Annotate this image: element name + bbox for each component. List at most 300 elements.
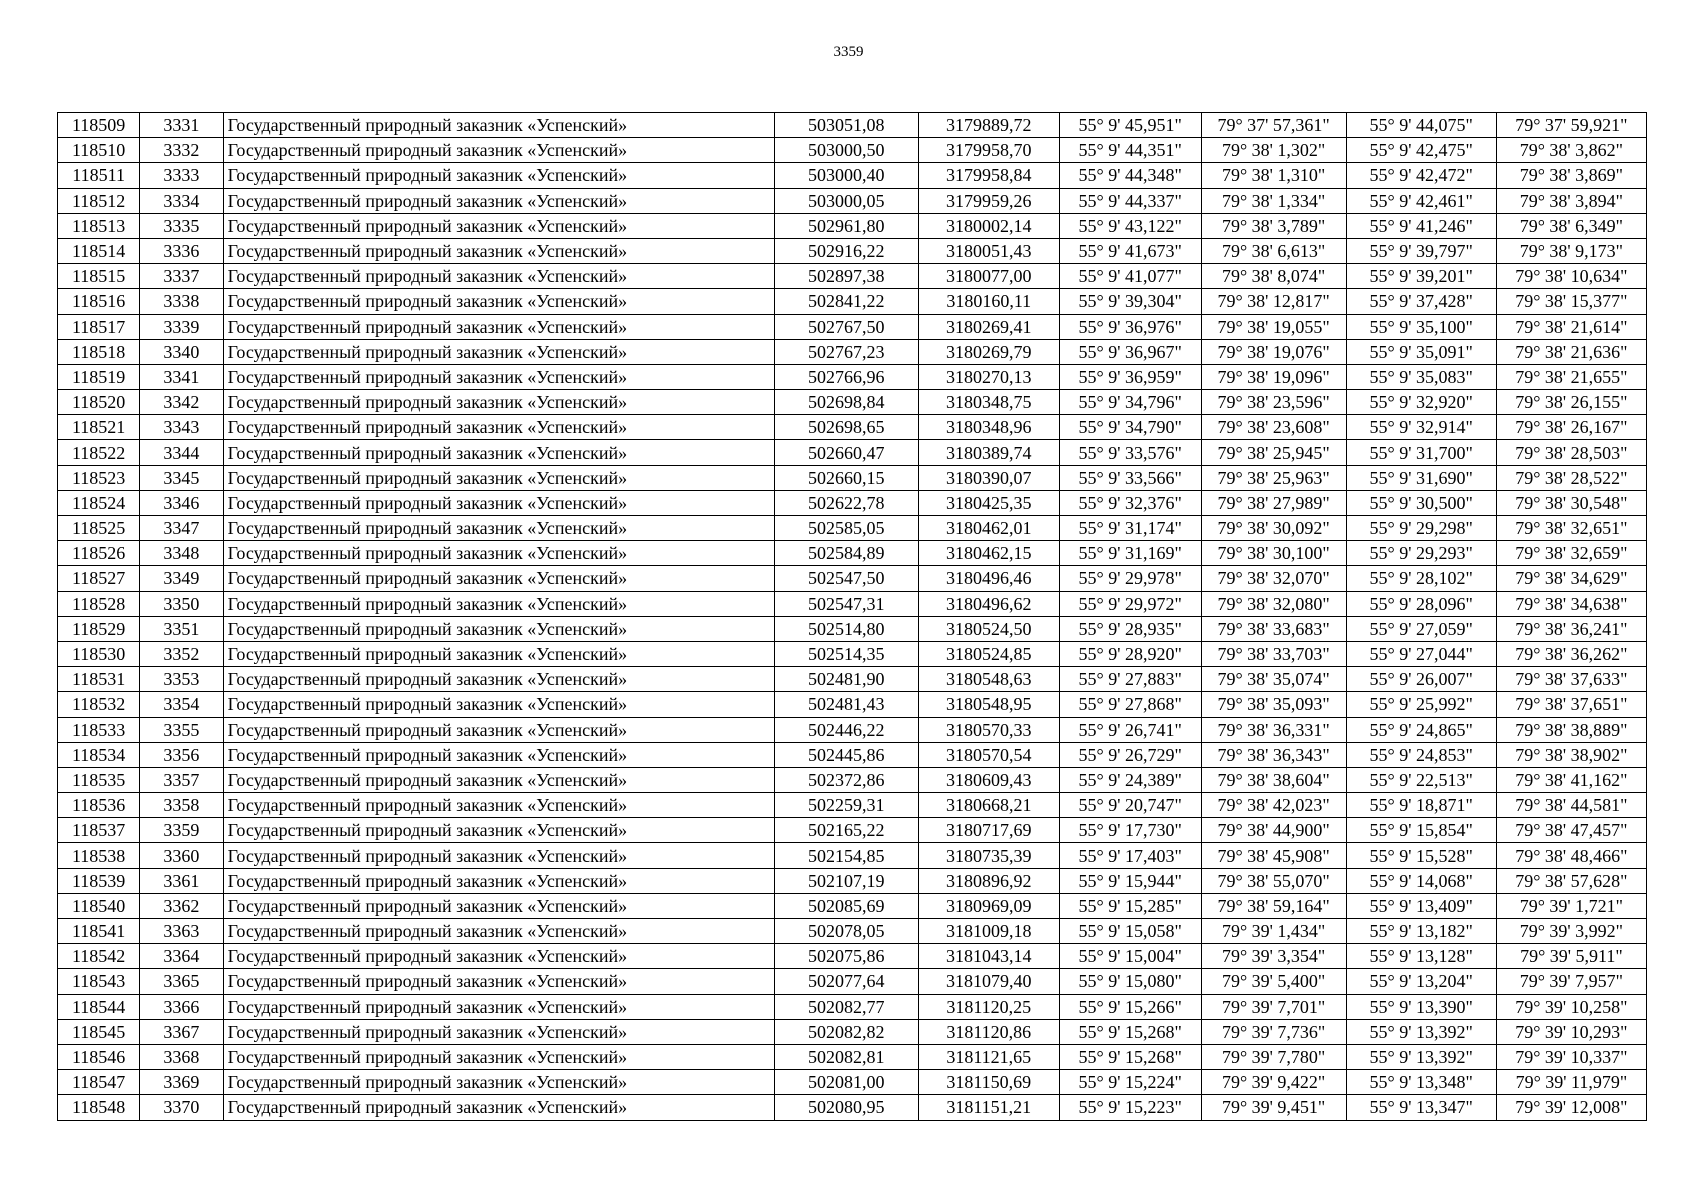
longitude-cell: 79° 39' 1,434"	[1201, 919, 1346, 944]
latitude-alt-cell: 55° 9' 35,100"	[1346, 314, 1496, 339]
x-coordinate-cell: 502547,50	[774, 566, 918, 591]
y-coordinate-cell: 3180496,46	[918, 566, 1059, 591]
y-coordinate-cell: 3181121,65	[918, 1044, 1059, 1069]
table-row	[58, 742, 1647, 767]
latitude-cell: 55° 9' 15,058"	[1059, 919, 1201, 944]
y-coordinate-cell: 3180548,63	[918, 667, 1059, 692]
longitude-cell: 79° 38' 19,055"	[1201, 314, 1346, 339]
table-row	[58, 390, 1647, 415]
latitude-cell: 55° 9' 44,348"	[1059, 163, 1201, 188]
object-name-cell: Государственный природный заказник «Успенский»	[223, 113, 774, 138]
latitude-alt-cell: 55° 9' 44,075"	[1346, 113, 1496, 138]
longitude-alt-cell: 79° 38' 21,655"	[1496, 364, 1646, 389]
object-name-cell: Государственный природный заказник «Успенский»	[223, 339, 774, 364]
y-coordinate-cell: 3180668,21	[918, 793, 1059, 818]
point-number-cell: 3333	[140, 163, 223, 188]
x-coordinate-cell: 502622,78	[774, 490, 918, 515]
latitude-cell: 55° 9' 15,268"	[1059, 1044, 1201, 1069]
y-coordinate-cell: 3179958,70	[918, 138, 1059, 163]
object-name-cell: Государственный природный заказник «Успенский»	[223, 138, 774, 163]
page-number: 3359	[833, 44, 864, 60]
table-row	[58, 541, 1647, 566]
y-coordinate-cell: 3180524,50	[918, 616, 1059, 641]
longitude-cell: 79° 38' 55,070"	[1201, 868, 1346, 893]
longitude-cell: 79° 38' 30,100"	[1201, 541, 1346, 566]
y-coordinate-cell: 3180077,00	[918, 264, 1059, 289]
longitude-alt-cell: 79° 39' 5,911"	[1496, 944, 1646, 969]
longitude-cell: 79° 38' 27,989"	[1201, 490, 1346, 515]
y-coordinate-cell: 3180570,33	[918, 717, 1059, 742]
point-number-cell: 3364	[140, 944, 223, 969]
object-name-cell: Государственный природный заказник «Успенский»	[223, 969, 774, 994]
row-id-cell: 118529	[58, 616, 140, 641]
point-number-cell: 3331	[140, 113, 223, 138]
object-name-cell: Государственный природный заказник «Успенский»	[223, 868, 774, 893]
longitude-cell: 79° 38' 33,703"	[1201, 641, 1346, 666]
table-row	[58, 566, 1647, 591]
longitude-alt-cell: 79° 38' 41,162"	[1496, 767, 1646, 792]
point-number-cell: 3337	[140, 264, 223, 289]
table-body	[58, 113, 1647, 1121]
longitude-cell: 79° 39' 3,354"	[1201, 944, 1346, 969]
longitude-cell: 79° 38' 32,080"	[1201, 591, 1346, 616]
point-number-cell: 3345	[140, 465, 223, 490]
object-name-cell: Государственный природный заказник «Успенский»	[223, 944, 774, 969]
latitude-alt-cell: 55° 9' 42,472"	[1346, 163, 1496, 188]
object-name-cell: Государственный природный заказник «Успенский»	[223, 742, 774, 767]
row-id-cell: 118515	[58, 264, 140, 289]
table-row	[58, 818, 1647, 843]
object-name-cell: Государственный природный заказник «Успенский»	[223, 163, 774, 188]
latitude-alt-cell: 55° 9' 15,854"	[1346, 818, 1496, 843]
latitude-cell: 55° 9' 31,169"	[1059, 541, 1201, 566]
longitude-cell: 79° 37' 57,361"	[1201, 113, 1346, 138]
latitude-alt-cell: 55° 9' 13,128"	[1346, 944, 1496, 969]
latitude-cell: 55° 9' 36,967"	[1059, 339, 1201, 364]
object-name-cell: Государственный природный заказник «Успенский»	[223, 994, 774, 1019]
point-number-cell: 3370	[140, 1095, 223, 1120]
y-coordinate-cell: 3180348,75	[918, 390, 1059, 415]
longitude-alt-cell: 79° 38' 37,651"	[1496, 692, 1646, 717]
latitude-alt-cell: 55° 9' 24,853"	[1346, 742, 1496, 767]
row-id-cell: 118547	[58, 1070, 140, 1095]
x-coordinate-cell: 502082,81	[774, 1044, 918, 1069]
point-number-cell: 3347	[140, 516, 223, 541]
x-coordinate-cell: 502107,19	[774, 868, 918, 893]
row-id-cell: 118527	[58, 566, 140, 591]
longitude-alt-cell: 79° 38' 26,155"	[1496, 390, 1646, 415]
latitude-alt-cell: 55° 9' 28,102"	[1346, 566, 1496, 591]
latitude-alt-cell: 55° 9' 14,068"	[1346, 868, 1496, 893]
x-coordinate-cell: 502077,64	[774, 969, 918, 994]
latitude-cell: 55° 9' 17,730"	[1059, 818, 1201, 843]
object-name-cell: Государственный природный заказник «Успенский»	[223, 188, 774, 213]
x-coordinate-cell: 502078,05	[774, 919, 918, 944]
table-row	[58, 465, 1647, 490]
x-coordinate-cell: 502841,22	[774, 289, 918, 314]
longitude-cell: 79° 39' 9,451"	[1201, 1095, 1346, 1120]
object-name-cell: Государственный природный заказник «Успенский»	[223, 1095, 774, 1120]
table-row	[58, 893, 1647, 918]
row-id-cell: 118536	[58, 793, 140, 818]
latitude-alt-cell: 55° 9' 25,992"	[1346, 692, 1496, 717]
x-coordinate-cell: 502660,15	[774, 465, 918, 490]
longitude-cell: 79° 38' 59,164"	[1201, 893, 1346, 918]
longitude-alt-cell: 79° 39' 11,979"	[1496, 1070, 1646, 1095]
object-name-cell: Государственный природный заказник «Успенский»	[223, 818, 774, 843]
latitude-alt-cell: 55° 9' 39,201"	[1346, 264, 1496, 289]
longitude-alt-cell: 79° 38' 21,614"	[1496, 314, 1646, 339]
row-id-cell: 118519	[58, 364, 140, 389]
latitude-cell: 55° 9' 36,959"	[1059, 364, 1201, 389]
point-number-cell: 3352	[140, 641, 223, 666]
table-row	[58, 793, 1647, 818]
y-coordinate-cell: 3179889,72	[918, 113, 1059, 138]
object-name-cell: Государственный природный заказник «Успенский»	[223, 717, 774, 742]
y-coordinate-cell: 3180425,35	[918, 490, 1059, 515]
row-id-cell: 118514	[58, 238, 140, 263]
row-id-cell: 118543	[58, 969, 140, 994]
row-id-cell: 118517	[58, 314, 140, 339]
table-row	[58, 969, 1647, 994]
longitude-alt-cell: 79° 38' 47,457"	[1496, 818, 1646, 843]
table-row	[58, 994, 1647, 1019]
y-coordinate-cell: 3181079,40	[918, 969, 1059, 994]
y-coordinate-cell: 3180570,54	[918, 742, 1059, 767]
latitude-cell: 55° 9' 15,944"	[1059, 868, 1201, 893]
row-id-cell: 118513	[58, 213, 140, 238]
y-coordinate-cell: 3181120,25	[918, 994, 1059, 1019]
x-coordinate-cell: 502372,86	[774, 767, 918, 792]
latitude-alt-cell: 55° 9' 39,797"	[1346, 238, 1496, 263]
row-id-cell: 118542	[58, 944, 140, 969]
longitude-cell: 79° 38' 25,963"	[1201, 465, 1346, 490]
longitude-cell: 79° 38' 6,613"	[1201, 238, 1346, 263]
row-id-cell: 118534	[58, 742, 140, 767]
latitude-cell: 55° 9' 26,729"	[1059, 742, 1201, 767]
longitude-alt-cell: 79° 38' 34,629"	[1496, 566, 1646, 591]
table-row	[58, 641, 1647, 666]
longitude-alt-cell: 79° 38' 57,628"	[1496, 868, 1646, 893]
object-name-cell: Государственный природный заказник «Успенский»	[223, 415, 774, 440]
longitude-alt-cell: 79° 38' 48,466"	[1496, 843, 1646, 868]
latitude-alt-cell: 55° 9' 42,475"	[1346, 138, 1496, 163]
object-name-cell: Государственный природный заказник «Успенский»	[223, 390, 774, 415]
row-id-cell: 118538	[58, 843, 140, 868]
longitude-cell: 79° 38' 44,900"	[1201, 818, 1346, 843]
point-number-cell: 3340	[140, 339, 223, 364]
point-number-cell: 3350	[140, 591, 223, 616]
y-coordinate-cell: 3179958,84	[918, 163, 1059, 188]
object-name-cell: Государственный природный заказник «Успенский»	[223, 238, 774, 263]
row-id-cell: 118531	[58, 667, 140, 692]
object-name-cell: Государственный природный заказник «Успенский»	[223, 893, 774, 918]
table-row	[58, 163, 1647, 188]
longitude-alt-cell: 79° 38' 36,241"	[1496, 616, 1646, 641]
table-row	[58, 591, 1647, 616]
latitude-alt-cell: 55° 9' 28,096"	[1346, 591, 1496, 616]
y-coordinate-cell: 3180969,09	[918, 893, 1059, 918]
longitude-cell: 79° 39' 7,701"	[1201, 994, 1346, 1019]
x-coordinate-cell: 502514,35	[774, 641, 918, 666]
latitude-cell: 55° 9' 41,673"	[1059, 238, 1201, 263]
point-number-cell: 3368	[140, 1044, 223, 1069]
x-coordinate-cell: 502259,31	[774, 793, 918, 818]
point-number-cell: 3353	[140, 667, 223, 692]
y-coordinate-cell: 3180462,01	[918, 516, 1059, 541]
latitude-cell: 55° 9' 43,122"	[1059, 213, 1201, 238]
point-number-cell: 3351	[140, 616, 223, 641]
object-name-cell: Государственный природный заказник «Успенский»	[223, 465, 774, 490]
y-coordinate-cell: 3180390,07	[918, 465, 1059, 490]
longitude-cell: 79° 38' 33,683"	[1201, 616, 1346, 641]
row-id-cell: 118530	[58, 641, 140, 666]
x-coordinate-cell: 502082,77	[774, 994, 918, 1019]
x-coordinate-cell: 503000,50	[774, 138, 918, 163]
latitude-alt-cell: 55° 9' 13,182"	[1346, 919, 1496, 944]
table-row	[58, 692, 1647, 717]
latitude-cell: 55° 9' 41,077"	[1059, 264, 1201, 289]
latitude-alt-cell: 55° 9' 31,700"	[1346, 440, 1496, 465]
point-number-cell: 3335	[140, 213, 223, 238]
latitude-cell: 55° 9' 34,796"	[1059, 390, 1201, 415]
longitude-cell: 79° 38' 25,945"	[1201, 440, 1346, 465]
longitude-alt-cell: 79° 38' 21,636"	[1496, 339, 1646, 364]
x-coordinate-cell: 502766,96	[774, 364, 918, 389]
latitude-cell: 55° 9' 15,224"	[1059, 1070, 1201, 1095]
latitude-cell: 55° 9' 15,004"	[1059, 944, 1201, 969]
latitude-alt-cell: 55° 9' 32,920"	[1346, 390, 1496, 415]
y-coordinate-cell: 3180548,95	[918, 692, 1059, 717]
longitude-cell: 79° 38' 45,908"	[1201, 843, 1346, 868]
row-id-cell: 118523	[58, 465, 140, 490]
longitude-alt-cell: 79° 38' 37,633"	[1496, 667, 1646, 692]
row-id-cell: 118521	[58, 415, 140, 440]
object-name-cell: Государственный природный заказник «Успенский»	[223, 364, 774, 389]
table-row	[58, 944, 1647, 969]
latitude-alt-cell: 55° 9' 41,246"	[1346, 213, 1496, 238]
longitude-cell: 79° 38' 19,096"	[1201, 364, 1346, 389]
x-coordinate-cell: 503000,05	[774, 188, 918, 213]
latitude-alt-cell: 55° 9' 29,298"	[1346, 516, 1496, 541]
x-coordinate-cell: 502585,05	[774, 516, 918, 541]
latitude-cell: 55° 9' 39,304"	[1059, 289, 1201, 314]
latitude-cell: 55° 9' 17,403"	[1059, 843, 1201, 868]
object-name-cell: Государственный природный заказник «Успенский»	[223, 1044, 774, 1069]
table-row	[58, 264, 1647, 289]
table-row	[58, 767, 1647, 792]
point-number-cell: 3339	[140, 314, 223, 339]
point-number-cell: 3336	[140, 238, 223, 263]
longitude-cell: 79° 39' 9,422"	[1201, 1070, 1346, 1095]
latitude-alt-cell: 55° 9' 13,390"	[1346, 994, 1496, 1019]
longitude-alt-cell: 79° 38' 28,522"	[1496, 465, 1646, 490]
longitude-cell: 79° 38' 1,302"	[1201, 138, 1346, 163]
table-row	[58, 667, 1647, 692]
x-coordinate-cell: 502916,22	[774, 238, 918, 263]
longitude-alt-cell: 79° 38' 3,862"	[1496, 138, 1646, 163]
object-name-cell: Государственный природный заказник «Успенский»	[223, 516, 774, 541]
latitude-alt-cell: 55° 9' 24,865"	[1346, 717, 1496, 742]
latitude-cell: 55° 9' 15,080"	[1059, 969, 1201, 994]
longitude-cell: 79° 38' 19,076"	[1201, 339, 1346, 364]
longitude-alt-cell: 79° 38' 15,377"	[1496, 289, 1646, 314]
y-coordinate-cell: 3180896,92	[918, 868, 1059, 893]
row-id-cell: 118516	[58, 289, 140, 314]
latitude-cell: 55° 9' 27,868"	[1059, 692, 1201, 717]
longitude-cell: 79° 38' 36,331"	[1201, 717, 1346, 742]
latitude-alt-cell: 55° 9' 26,007"	[1346, 667, 1496, 692]
latitude-cell: 55° 9' 32,376"	[1059, 490, 1201, 515]
object-name-cell: Государственный природный заказник «Успенский»	[223, 1070, 774, 1095]
y-coordinate-cell: 3180348,96	[918, 415, 1059, 440]
y-coordinate-cell: 3181120,86	[918, 1019, 1059, 1044]
latitude-alt-cell: 55° 9' 22,513"	[1346, 767, 1496, 792]
longitude-cell: 79° 38' 38,604"	[1201, 767, 1346, 792]
x-coordinate-cell: 503000,40	[774, 163, 918, 188]
y-coordinate-cell: 3180051,43	[918, 238, 1059, 263]
latitude-cell: 55° 9' 20,747"	[1059, 793, 1201, 818]
longitude-cell: 79° 38' 42,023"	[1201, 793, 1346, 818]
latitude-alt-cell: 55° 9' 13,392"	[1346, 1044, 1496, 1069]
row-id-cell: 118537	[58, 818, 140, 843]
y-coordinate-cell: 3180462,15	[918, 541, 1059, 566]
longitude-alt-cell: 79° 38' 10,634"	[1496, 264, 1646, 289]
longitude-alt-cell: 79° 38' 32,651"	[1496, 516, 1646, 541]
point-number-cell: 3361	[140, 868, 223, 893]
longitude-alt-cell: 79° 38' 9,173"	[1496, 238, 1646, 263]
x-coordinate-cell: 502481,90	[774, 667, 918, 692]
point-number-cell: 3367	[140, 1019, 223, 1044]
point-number-cell: 3338	[140, 289, 223, 314]
row-id-cell: 118548	[58, 1095, 140, 1120]
latitude-cell: 55° 9' 44,337"	[1059, 188, 1201, 213]
x-coordinate-cell: 502547,31	[774, 591, 918, 616]
longitude-cell: 79° 38' 32,070"	[1201, 566, 1346, 591]
table-row	[58, 616, 1647, 641]
row-id-cell: 118526	[58, 541, 140, 566]
latitude-alt-cell: 55° 9' 18,871"	[1346, 793, 1496, 818]
latitude-cell: 55° 9' 34,790"	[1059, 415, 1201, 440]
x-coordinate-cell: 502584,89	[774, 541, 918, 566]
latitude-alt-cell: 55° 9' 35,091"	[1346, 339, 1496, 364]
x-coordinate-cell: 502445,86	[774, 742, 918, 767]
x-coordinate-cell: 502165,22	[774, 818, 918, 843]
point-number-cell: 3369	[140, 1070, 223, 1095]
point-number-cell: 3360	[140, 843, 223, 868]
longitude-alt-cell: 79° 38' 36,262"	[1496, 641, 1646, 666]
latitude-cell: 55° 9' 31,174"	[1059, 516, 1201, 541]
table-row	[58, 843, 1647, 868]
longitude-alt-cell: 79° 39' 10,258"	[1496, 994, 1646, 1019]
longitude-alt-cell: 79° 39' 12,008"	[1496, 1095, 1646, 1120]
x-coordinate-cell: 502075,86	[774, 944, 918, 969]
table-row	[58, 919, 1647, 944]
latitude-alt-cell: 55° 9' 37,428"	[1346, 289, 1496, 314]
point-number-cell: 3344	[140, 440, 223, 465]
x-coordinate-cell: 502081,00	[774, 1070, 918, 1095]
latitude-cell: 55° 9' 36,976"	[1059, 314, 1201, 339]
table-row	[58, 314, 1647, 339]
longitude-alt-cell: 79° 39' 3,992"	[1496, 919, 1646, 944]
point-number-cell: 3346	[140, 490, 223, 515]
point-number-cell: 3342	[140, 390, 223, 415]
row-id-cell: 118511	[58, 163, 140, 188]
longitude-alt-cell: 79° 38' 38,889"	[1496, 717, 1646, 742]
row-id-cell: 118528	[58, 591, 140, 616]
point-number-cell: 3348	[140, 541, 223, 566]
object-name-cell: Государственный природный заказник «Успенский»	[223, 667, 774, 692]
latitude-cell: 55° 9' 28,920"	[1059, 641, 1201, 666]
latitude-alt-cell: 55° 9' 32,914"	[1346, 415, 1496, 440]
longitude-alt-cell: 79° 39' 10,337"	[1496, 1044, 1646, 1069]
latitude-cell: 55° 9' 15,223"	[1059, 1095, 1201, 1120]
latitude-cell: 55° 9' 29,978"	[1059, 566, 1201, 591]
latitude-cell: 55° 9' 15,285"	[1059, 893, 1201, 918]
x-coordinate-cell: 502481,43	[774, 692, 918, 717]
row-id-cell: 118524	[58, 490, 140, 515]
longitude-cell: 79° 38' 23,596"	[1201, 390, 1346, 415]
table-row	[58, 490, 1647, 515]
object-name-cell: Государственный природный заказник «Успенский»	[223, 213, 774, 238]
row-id-cell: 118544	[58, 994, 140, 1019]
object-name-cell: Государственный природный заказник «Успенский»	[223, 264, 774, 289]
table-row	[58, 213, 1647, 238]
object-name-cell: Государственный природный заказник «Успенский»	[223, 541, 774, 566]
point-number-cell: 3349	[140, 566, 223, 591]
row-id-cell: 118509	[58, 113, 140, 138]
row-id-cell: 118525	[58, 516, 140, 541]
row-id-cell: 118522	[58, 440, 140, 465]
y-coordinate-cell: 3180389,74	[918, 440, 1059, 465]
longitude-alt-cell: 79° 38' 6,349"	[1496, 213, 1646, 238]
longitude-cell: 79° 38' 12,817"	[1201, 289, 1346, 314]
row-id-cell: 118546	[58, 1044, 140, 1069]
longitude-alt-cell: 79° 38' 3,869"	[1496, 163, 1646, 188]
object-name-cell: Государственный природный заказник «Успенский»	[223, 641, 774, 666]
object-name-cell: Государственный природный заказник «Успенский»	[223, 843, 774, 868]
longitude-alt-cell: 79° 39' 10,293"	[1496, 1019, 1646, 1044]
y-coordinate-cell: 3180270,13	[918, 364, 1059, 389]
point-number-cell: 3334	[140, 188, 223, 213]
latitude-alt-cell: 55° 9' 27,044"	[1346, 641, 1496, 666]
longitude-cell: 79° 38' 36,343"	[1201, 742, 1346, 767]
table-row	[58, 868, 1647, 893]
point-number-cell: 3356	[140, 742, 223, 767]
latitude-alt-cell: 55° 9' 13,392"	[1346, 1019, 1496, 1044]
x-coordinate-cell: 502514,80	[774, 616, 918, 641]
row-id-cell: 118532	[58, 692, 140, 717]
row-id-cell: 118535	[58, 767, 140, 792]
x-coordinate-cell: 502897,38	[774, 264, 918, 289]
y-coordinate-cell: 3180269,41	[918, 314, 1059, 339]
y-coordinate-cell: 3180717,69	[918, 818, 1059, 843]
longitude-cell: 79° 38' 30,092"	[1201, 516, 1346, 541]
row-id-cell: 118545	[58, 1019, 140, 1044]
table-row	[58, 138, 1647, 163]
y-coordinate-cell: 3180160,11	[918, 289, 1059, 314]
longitude-cell: 79° 38' 35,093"	[1201, 692, 1346, 717]
point-number-cell: 3341	[140, 364, 223, 389]
table-row	[58, 1095, 1647, 1120]
object-name-cell: Государственный природный заказник «Успенский»	[223, 591, 774, 616]
x-coordinate-cell: 503051,08	[774, 113, 918, 138]
object-name-cell: Государственный природный заказник «Успенский»	[223, 692, 774, 717]
longitude-alt-cell: 79° 38' 28,503"	[1496, 440, 1646, 465]
table-row	[58, 415, 1647, 440]
longitude-alt-cell: 79° 38' 44,581"	[1496, 793, 1646, 818]
longitude-cell: 79° 38' 8,074"	[1201, 264, 1346, 289]
